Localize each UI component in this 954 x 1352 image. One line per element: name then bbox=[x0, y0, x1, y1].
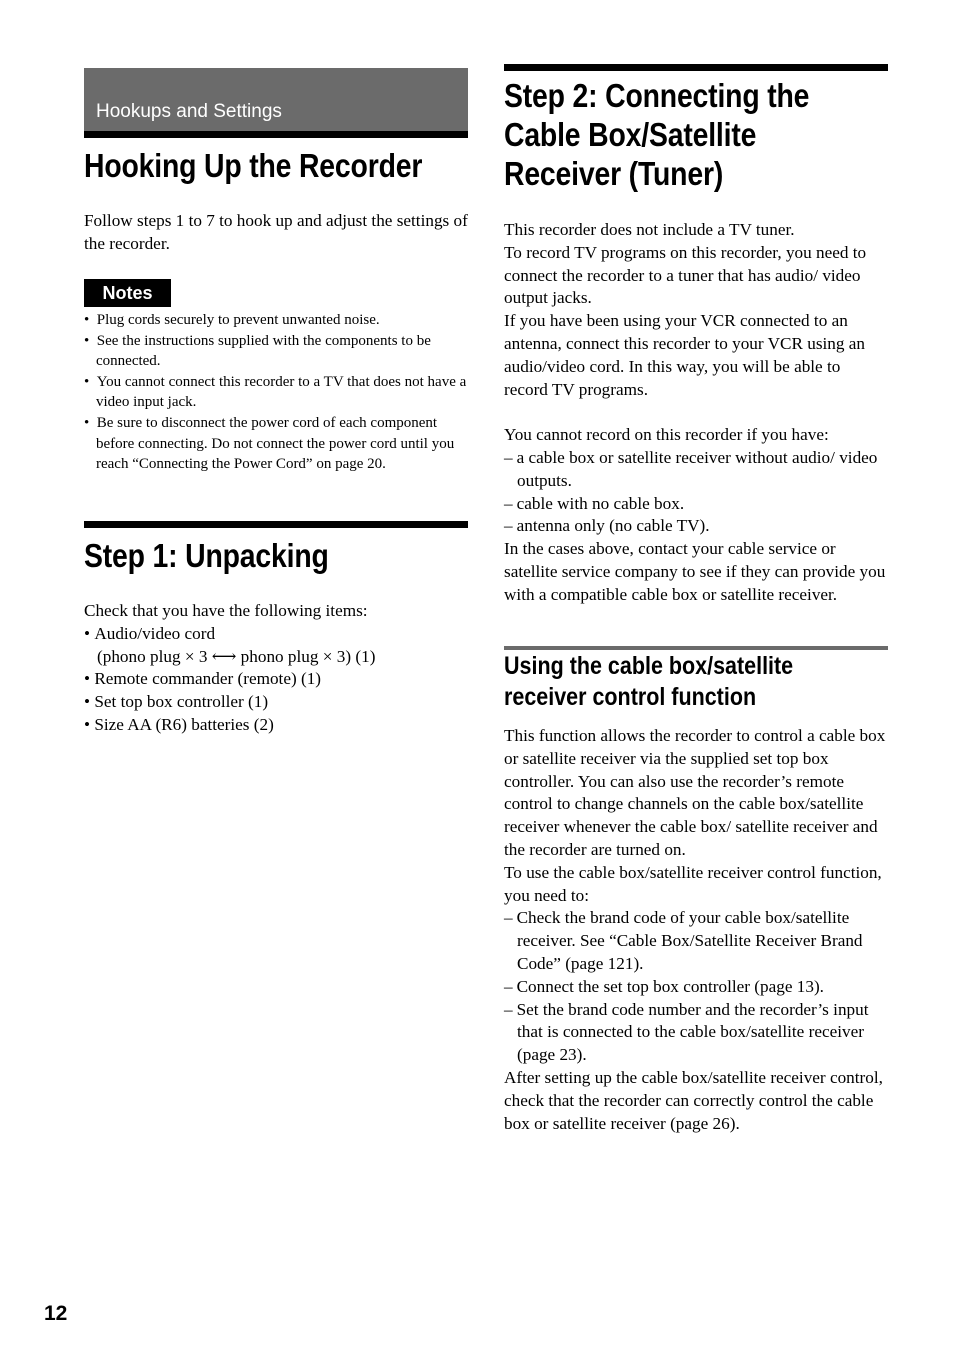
subsection-title: Using the cable box/satellite receiver control function bbox=[504, 652, 794, 711]
note-item: • Plug cords securely to prevent unwanted noise. bbox=[84, 312, 380, 328]
function-body bbox=[504, 725, 888, 1135]
item: • Set top box controller (1) bbox=[84, 692, 269, 712]
notes-list bbox=[84, 310, 468, 475]
after-para: After setting up the cable box/satellite receiver control, check that the recorder can correctly control the cable box or satellite receiver (page 26). bbox=[504, 1067, 883, 1133]
intro-paragraph bbox=[84, 210, 468, 256]
function-para: This function allows the recorder to control a cable box or satellite receiver via the supplied set top box controller. You can also use the recorder’s remote control to change channels on the cable box/satellite receiver whenever the cable box/ satellite receiver and the recorder are turned on. bbox=[504, 726, 886, 859]
para: This recorder does not include a TV tuner. bbox=[504, 220, 795, 239]
section-header-band bbox=[84, 68, 468, 131]
items-list bbox=[84, 623, 468, 737]
item: • Remote commander (remote) (1) bbox=[84, 669, 322, 689]
para: If you have been using your VCR connected to an antenna, connect this recorder to your VCR using an audio/video cord. In this way, you will be able to record TV programs. bbox=[504, 311, 866, 399]
use-item: – Connect the set top box controller (page 13). bbox=[504, 976, 824, 996]
step1-rule bbox=[84, 521, 468, 528]
use-intro: To use the cable box/satellite receiver control function, you need to: bbox=[504, 862, 882, 905]
note-item: • You cannot connect this recorder to a TV that does not have a video input jack. bbox=[84, 373, 467, 411]
step2-body bbox=[504, 219, 888, 607]
notes-label: Notes bbox=[84, 279, 171, 307]
step2-title: Step 2: Connecting the Cable Box/Satellite Receiver (Tuner) bbox=[504, 77, 810, 192]
header-rule bbox=[84, 131, 468, 138]
cannot-item: – cable with no cable box. bbox=[504, 493, 685, 513]
step1-title: Step 1: Unpacking bbox=[84, 537, 329, 574]
page-number: 12 bbox=[44, 1302, 68, 1325]
step1-body bbox=[84, 600, 468, 737]
step1-intro: Check that you have the following items: bbox=[84, 601, 368, 620]
item: • Audio/video cord bbox=[84, 623, 216, 643]
section-label: Hookups and Settings bbox=[96, 101, 282, 122]
use-item: – Check the brand code of your cable box/satellite receiver. See “Cable Box/Satellite Receiver Brand Code” (page 121). bbox=[504, 908, 863, 973]
intro-text: Follow steps 1 to 7 to hook up and adjust the settings of the recorder. bbox=[84, 211, 468, 253]
page-title: Hooking Up the Recorder bbox=[84, 147, 423, 184]
cannot-item: – antenna only (no cable TV). bbox=[504, 516, 710, 536]
item-detail: (phono plug × 3 ⟷ phono plug × 3) (1) bbox=[97, 646, 376, 666]
contact-para: In the cases above, contact your cable service or satellite service company to see if they can provide you with a compatible cable box or satellite receiver. bbox=[504, 539, 886, 604]
para: To record TV programs on this recorder, you need to connect the recorder to a tuner that has audio/ video output jacks. bbox=[504, 242, 867, 308]
subsection-rule bbox=[504, 646, 888, 650]
step2-rule bbox=[504, 64, 888, 71]
cannot-intro: You cannot record on this recorder if you have: bbox=[504, 425, 829, 445]
item: • Size AA (R6) batteries (2) bbox=[84, 714, 274, 734]
use-item: – Set the brand code number and the recorder’s input that is connected to the cable box/satellite receiver (page 23). bbox=[504, 999, 869, 1065]
cannot-item: – a cable box or satellite receiver without audio/ video outputs. bbox=[504, 447, 878, 490]
note-item: • Be sure to disconnect the power cord of each component before connecting. Do not connect the power cord until you reach “Connecting the Power Cord” on page 20. bbox=[84, 414, 455, 473]
note-item: • See the instructions supplied with the components to be connected. bbox=[84, 332, 431, 370]
